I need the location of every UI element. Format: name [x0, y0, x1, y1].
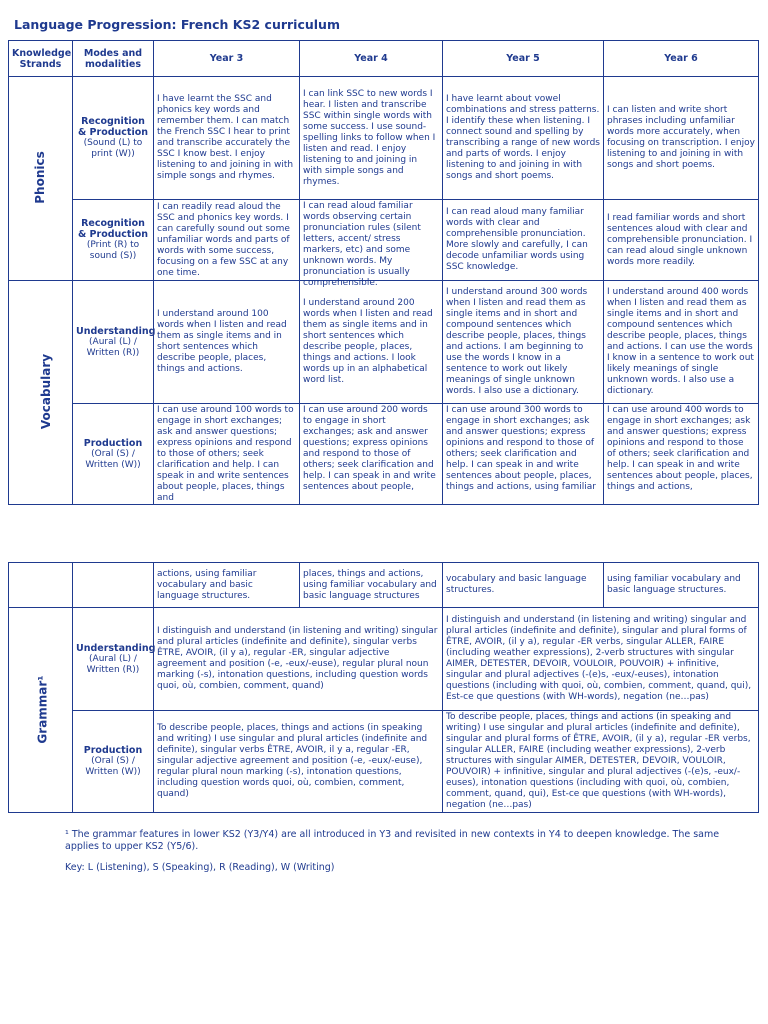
header-year-4: Year 4: [300, 41, 443, 77]
strand-grammar: [9, 608, 73, 813]
cell-year-4: I can use around 200 words to engage in short exchanges; ask and answer questions; express opinions and respond to those of others; seek clarification and help. I can speak in and write sentences about people,: [300, 404, 443, 505]
header-knowledge-strands: Knowledge Strands: [9, 41, 73, 77]
mode-subtitle: (Aural (L) / Written (R)): [86, 653, 140, 675]
mode-heading: Recognition & Production: [77, 116, 149, 138]
cell-year-5: vocabulary and basic language structures.: [443, 563, 604, 608]
mode-subtitle: (Oral (S) / Written (W)): [85, 756, 141, 777]
cell-year-3: I can use around 100 words to engage in short exchanges; ask and answer questions; express opinions and respond to those of others; seek clarification and help. I can speak in and write sentences about people, places, things and: [154, 404, 300, 505]
phonics-row-2: [9, 200, 759, 281]
header-modes: Modes and modalities: [73, 41, 154, 77]
mode-cell: [73, 200, 154, 281]
cell-year-4: I understand around 200 words when I listen and read them as single items and in short sentences which describe people, places, things and actions. I look words up in an alphabetical word list.: [300, 281, 443, 404]
mode-subtitle: (Aural (L) / Written (R)): [86, 336, 140, 358]
strand-empty: [9, 563, 73, 608]
mode-subtitle: (Oral (S) / Written (W)): [85, 448, 141, 470]
cell-year-5: I understand around 300 words when I listen and read them as single items and in short and compound sentences which describe people, places, things and actions. I am beginning to use the words I know in a sentence to work out likely meanings of single unknown words. I also use a dictionary.: [443, 281, 604, 404]
page-title: Language Progression: French KS2 curriculum: [14, 17, 340, 32]
strand-vocabulary: [9, 281, 73, 505]
cell-year-5: I have learnt about vowel combinations and stress patterns. I identify these when listening. I connect sound and spelling by transcribing a range of new words and parts of words. I enjoy listening to and joining in with songs and short poems.: [443, 77, 604, 200]
vocabulary-row-1: [9, 281, 759, 404]
cell-upper-ks2: To describe people, places, things and actions (in speaking and writing) I use singular and plural articles (indefinite and definite), singular and plural forms of ÊTRE, AVOIR, (il y a), regular -ER verbs, singular ALLER, FAIRE (including weather expressions), 2-verb structures with singular AIMER, DETESTER, DEVOIR, VOULOIR, POUVOIR) + infinitive, singular and plural adjectives (-(e)s, -eux/-euses), intonation questions (including with quoi, où, combien, comment, quand, qui), Est-ce que questions (with WH-words), negation (ne…pas): [443, 711, 759, 813]
cell-year-5: I can use around 300 words to engage in short exchanges; ask and answer questions; express opinions and respond to those of others; seek clarification and help. I can speak in and write sentences about people, places, things and actions, using familiar: [443, 404, 604, 505]
mode-heading: Production: [83, 745, 143, 756]
cell-upper-ks2: I distinguish and understand (in listening and writing) singular and plural articles (indefinite and definite), singular and plural forms of ÊTRE, AVOIR, (il y a), regular -ER verbs, singular ALLER, FAIRE (including weather expressions), 2-verb structures with singular AIMER, DETESTER, DEVOIR, VOULOIR, POUVOIR) + infinitive, singular and plural adjectives (-(e)s, -eux/-euses), intonation questions (including with quoi, où, combien, comment, quand, qui), Est-ce que questions (with WH-words), negation (ne…pas): [443, 608, 759, 711]
mode-heading: Understanding: [76, 325, 156, 337]
strand-label: Vocabulary: [39, 353, 54, 430]
mode-empty: [73, 563, 154, 608]
cell-lower-ks2: I distinguish and understand (in listening and writing) singular and plural articles (indefinite and definite), singular verbs ÊTRE, AVOIR, (il y a), regular -ER, singular adjective agreement and position (-e, -eux/-euse), regular plural noun marking (-s), intonation questions, including question words quoi, où, combien, comment, quand): [154, 608, 443, 711]
mode-cell: [73, 281, 154, 404]
cell-year-6: I understand around 400 words when I listen and read them as single items and in short and compound sentences which describe people, places, things and actions. I can use the words I know in a sentence to work out likely meanings of single unknown words. I also use a dictionary.: [604, 281, 759, 404]
cell-lower-ks2: To describe people, places, things and actions (in speaking and writing) I use singular and plural articles (indefinite and definite), singular verbs ÊTRE, AVOIR, il y a, regular -ER, singular adjective agreement and position (-e, -eux/-euse), regular plural noun marking (-s), intonation questions, including question words quoi, où, combien, comment, quand): [154, 711, 443, 813]
header-year-3: Year 3: [154, 41, 300, 77]
mode-heading: Production: [83, 437, 143, 449]
cell-year-4: places, things and actions, using familiar vocabulary and basic language structures: [300, 563, 443, 608]
strand-label: Phonics: [33, 151, 47, 204]
phonics-row-1: [9, 77, 759, 200]
cell-year-6: I read familiar words and short sentences aloud with clear and comprehensible pronunciation. I can read aloud single unknown words more readily.: [604, 200, 759, 281]
vocabulary-row-2: [9, 404, 759, 505]
progression-table-part-1: [8, 40, 759, 505]
cell-year-3: actions, using familiar vocabulary and basic language structures.: [154, 563, 300, 608]
mode-heading: Understanding: [76, 642, 156, 654]
header-year-6: Year 6: [604, 41, 759, 77]
mode-cell: [73, 404, 154, 505]
key-legend: Key: L (Listening), S (Speaking), R (Reading), W (Writing): [65, 862, 335, 873]
grammar-footnote: ¹ The grammar features in lower KS2 (Y3/Y4) are all introduced in Y3 and revisited in new contexts in Y4 to deepen knowledge. The same applies to upper KS2 (Y5/6).: [65, 829, 720, 852]
mode-cell: [73, 608, 154, 711]
cell-year-4: I can read aloud familiar words observing certain pronunciation rules (silent letters, accent/ stress markers, etc) and some unknown words. My pronunciation is usually comprehensible.: [300, 200, 443, 281]
cell-year-6: I can listen and write short phrases including unfamiliar words more accurately, when focusing on transcription. I enjoy listening to and joining in with songs and short poems.: [604, 77, 759, 200]
header-year-5: Year 5: [443, 41, 604, 77]
vocabulary-continuation-row: [9, 563, 759, 608]
cell-year-3: I can readily read aloud the SSC and phonics key words. I can carefully sound out some unfamiliar words and parts of words with some success, focusing on a few SSC at any one time.: [154, 200, 300, 281]
mode-cell: [73, 77, 154, 200]
cell-year-3: I understand around 100 words when I listen and read them as single items and in short sentences which describe people, places, things and actions.: [154, 281, 300, 404]
cell-year-6: using familiar vocabulary and basic language structures.: [604, 563, 759, 608]
cell-year-4: I can link SSC to new words I hear. I listen and transcribe SSC within single words with some success. I use sound-spelling links to follow when I listen and read. I enjoy listening to and joining in with simple songs and rhymes.: [300, 77, 443, 200]
mode-subtitle: (Print (R) to sound (S)): [86, 240, 140, 261]
mode-subtitle: (Sound (L) to print (W)): [83, 138, 143, 159]
mode-heading: Recognition & Production: [77, 218, 149, 240]
cell-year-3: I have learnt the SSC and phonics key words and remember them. I can match the French SSC I hear to print and transcribe accurately the SSC I know best. I enjoy listening to and joining in with simple songs and rhymes.: [154, 77, 300, 200]
header-row: [9, 41, 759, 77]
progression-table-part-2: [8, 562, 759, 813]
strand-label: Grammar¹: [35, 674, 50, 744]
strand-phonics: [9, 77, 73, 281]
grammar-row-1: [9, 608, 759, 711]
mode-cell: [73, 711, 154, 813]
cell-year-5: I can read aloud many familiar words with clear and comprehensible pronunciation. More slowly and carefully, I can decode unfamiliar words using SSC knowledge.: [443, 200, 604, 281]
grammar-row-2: [9, 711, 759, 813]
cell-year-6: I can use around 400 words to engage in short exchanges; ask and answer questions; express opinions and respond to those of others; seek clarification and help. I can speak in and write sentences about people, places, things and actions,: [604, 404, 759, 505]
